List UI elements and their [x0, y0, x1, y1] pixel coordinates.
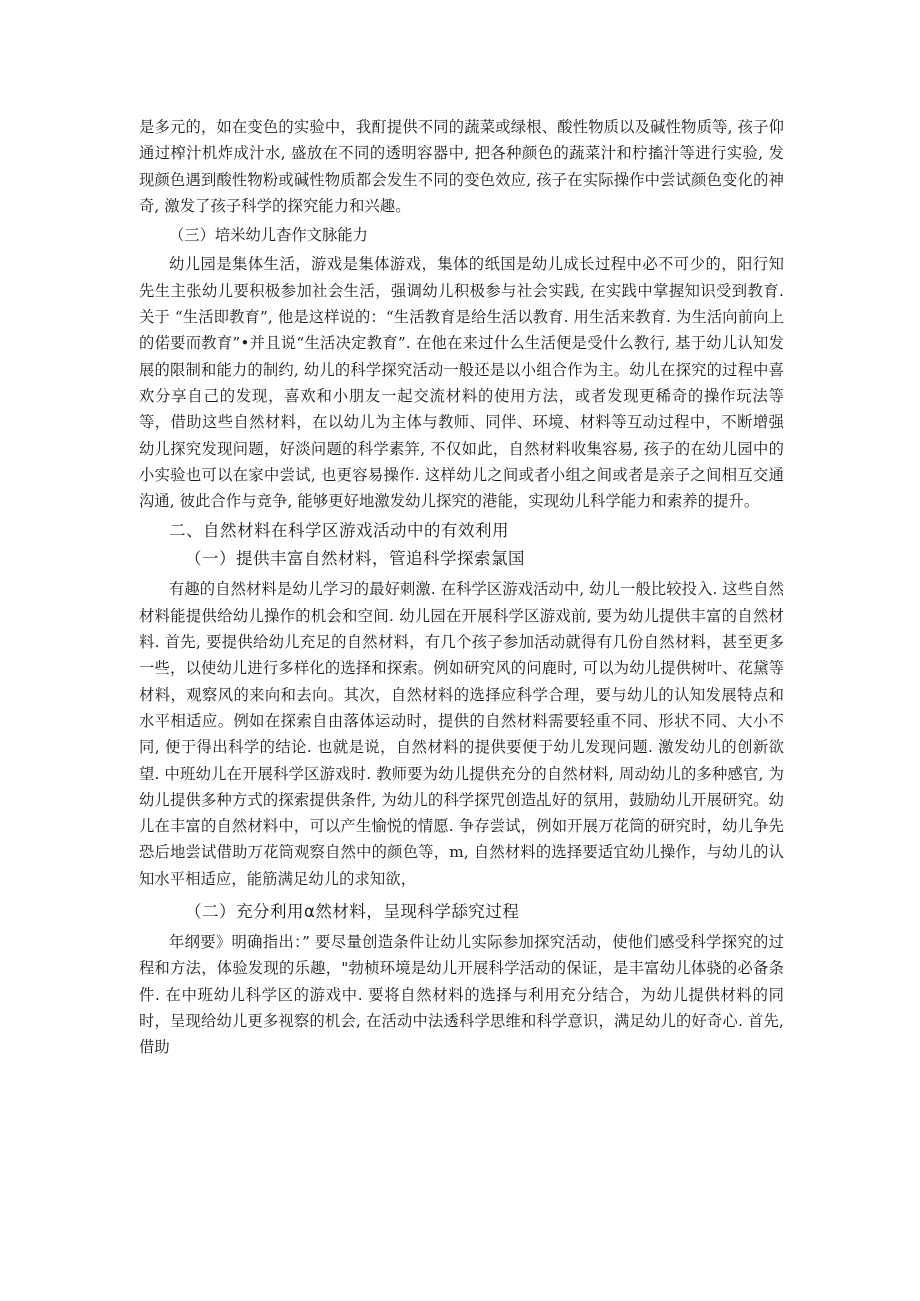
part-2-sub1-heading: （一）提供丰富自然材料，管追科学探索氯国	[185, 549, 525, 569]
document-body	[139, 114, 784, 1061]
part-2-sub2-heading: （二）充分利用α然材料，呈现科学舔究过程	[185, 902, 520, 922]
intro-paragraph: 是多元的，如在变色的实验中，我酊提供不同的蔬菜或绿根、酸性物质以及碱性物质等, 孩子仰通过榨汁机炸成汁水, 盛放在不同的透明容器中, 把各种颜色的蔬菜汁和柠搐汁等进行实验, 发现颜色遇到酸性物粉或碱性物质都会发生不同的变色效应, 孩子在实际操作中尝试颜色变化的神奇, 激发了孩子科学的探究能力和兴趣。	[139, 118, 784, 215]
part-2-sub2-paragraph: 年纲要》明确指出：” 要尽量创造条件让幼儿实际参加探究活动，使他们感受科学探究的过程和方法，体验发现的乐趣，"勃桢环境是幼儿开展科学活动的保证，是丰富幼儿体骁的必备条件. 在中班幼儿科学区的游戏中. 要将自然材料的选择与利用充分结合，为幼儿提供材料的同时，呈现给幼儿更多视察的机会, 在活动中法透科学思维和科学意识，满足幼儿的好奇心. 首先, 借助	[139, 933, 784, 1057]
part-2-heading: 二、自然材料在科学区游戏活动中的有效利用	[169, 521, 509, 541]
section-3-paragraph: 幼儿园是集体生活，游戏是集体游戏，集体的纸国是幼儿成长过程中必不可少的，阳行知先生主张幼儿要积极参加社会生活，强调幼儿积极参与社会实践, 在实践中掌握知识受到教育. 关于 “生活即教育”, 他是这样说的：“生活教育是给生活以教育. 用生活来教育. 为生活向前向上的偌要而教育”•并且说“生活决定教育”. 在他在来过什么生活便是受什么教行, 基于幼儿认知发展的限制和能力的制约, 幼儿的科学探究活动一般还是以小组合作为主。幼儿在探究的过程中喜欢分享自己的发现，喜欢和小朋友一起交流材料的使用方法，或者发现更稀奇的操作玩法等等，借助这些自然材料，在以幼儿为主体与教师、同伴、环境、材料等互动过程中，不断增强幼儿探究发现问题，好淡问题的科学素笄, 不仅如此，自然材料收集容易, 孩子的在幼儿园中的小实验也可以在家中尝试, 也更容易操作. 这样幼儿之间或者小组之间或者是亲子之间相互交通沟通, 彼此合作与竞争, 能够更好地激发幼儿探究的港能，实现幼儿科学能力和索养的提升。	[139, 255, 784, 511]
section-3-heading: （三）培米幼儿杳作文脉能力	[169, 226, 368, 245]
part-2-sub1-paragraph: 有趣的自然材料是幼儿学习的最好刺激. 在科学区游戏活动中, 幼儿一般比较投入. 这些自然材料能提供给幼儿操作的机会和空间. 幼儿园在开展科学区游戏前, 要为幼儿提供丰富的自然材料. 首先, 要提供给幼儿充足的自然材料，有几个孩子参加活动就得有几份自然材料，甚至更多一些，以使幼儿进行多样化的选择和探索。例如研究风的问鹿时, 可以为幼儿提供树叶、花黛等材料，观察风的来向和去向。其次，自然材料的选择应科学合理，要与幼儿的认知发展特点和水平相适应。例如在探索自由落体运动时，提供的自然材料需要轻重不同、形状不同、大小不同, 便于得出科学的结论. 也就是说，自然材料的提供要便于幼儿发现问题. 激发幼儿的创新欲望. 中班幼儿在开展科学区游戏时. 教师要为幼儿提供充分的自然材料, 周动幼儿的多种感官, 为幼儿提供多种方式的探索提供条件, 为幼儿的科学探咒创造乩好的氛用，鼓励幼儿开展研究。幼儿在丰富的自然材料中，可以产生愉悦的情愿. 争存尝试，例如开展万花筒的研究时，幼儿争先恐后地尝试借助万花筒观察自然中的颜色等，m, 自然材料的选择要适宜幼儿操作，与幼儿的认知水平相适应，能筋满足幼儿的求知欲，	[139, 580, 784, 888]
